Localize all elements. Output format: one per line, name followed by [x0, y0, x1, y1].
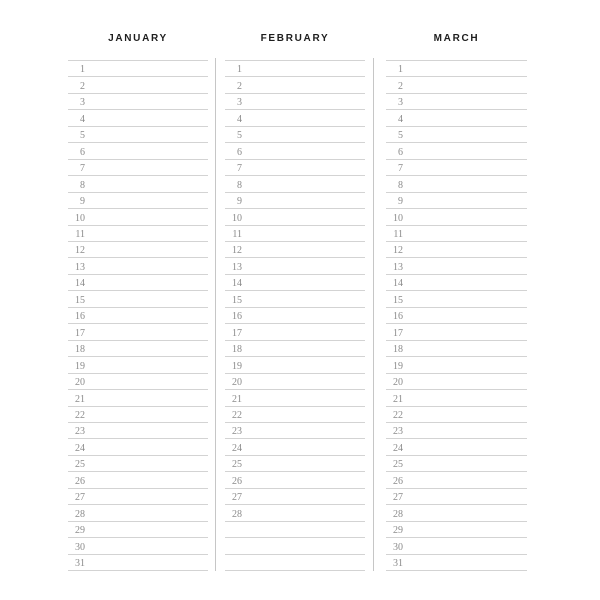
- day-row: [225, 127, 365, 143]
- month-column-march: [386, 0, 527, 600]
- empty-row: [225, 555, 365, 571]
- day-number: 16: [393, 311, 403, 323]
- day-number: 28: [393, 508, 403, 520]
- day-number: 26: [393, 475, 403, 487]
- day-row: [68, 341, 208, 357]
- day-row: [386, 110, 527, 126]
- day-number: 2: [237, 80, 242, 92]
- day-row: [225, 160, 365, 176]
- day-number: 25: [232, 459, 242, 471]
- day-row: [225, 374, 365, 390]
- day-number: 30: [75, 541, 85, 553]
- day-number: 8: [237, 179, 242, 191]
- day-row: [225, 193, 365, 209]
- day-number: 29: [75, 525, 85, 537]
- day-row: [68, 61, 208, 77]
- day-number: 20: [232, 377, 242, 389]
- day-number: 16: [232, 311, 242, 323]
- day-number: 22: [232, 409, 242, 421]
- day-number: 8: [398, 179, 403, 191]
- day-row: [68, 423, 208, 439]
- day-number: 18: [75, 344, 85, 356]
- day-row: [386, 357, 527, 373]
- day-number: 15: [232, 294, 242, 306]
- day-number: 31: [75, 558, 85, 570]
- day-row: [386, 143, 527, 159]
- day-row: [68, 209, 208, 225]
- day-row: [386, 258, 527, 274]
- day-number: 3: [398, 97, 403, 109]
- day-number: 11: [393, 228, 403, 240]
- day-number: 19: [393, 360, 403, 372]
- day-row: [386, 374, 527, 390]
- day-number: 9: [398, 196, 403, 208]
- day-row: [225, 143, 365, 159]
- day-row: [68, 127, 208, 143]
- day-row: [386, 127, 527, 143]
- day-number: 4: [237, 113, 242, 125]
- day-number: 12: [232, 245, 242, 257]
- day-number: 20: [75, 377, 85, 389]
- day-number: 18: [393, 344, 403, 356]
- day-number: 26: [232, 475, 242, 487]
- day-row: [68, 258, 208, 274]
- day-number: 24: [75, 442, 85, 454]
- day-number: 5: [80, 130, 85, 142]
- day-number: 13: [393, 261, 403, 273]
- day-row: [386, 341, 527, 357]
- day-number: 17: [232, 327, 242, 339]
- day-row: [225, 407, 365, 423]
- column-divider: [215, 58, 216, 571]
- day-row: [386, 324, 527, 340]
- day-row: [386, 291, 527, 307]
- day-number: 22: [393, 409, 403, 421]
- day-number: 27: [232, 492, 242, 504]
- day-row: [386, 308, 527, 324]
- day-row: [68, 522, 208, 538]
- day-number: 12: [393, 245, 403, 257]
- month-title: FEBRUARY: [260, 33, 330, 44]
- day-number: 24: [232, 442, 242, 454]
- day-row: [386, 489, 527, 505]
- day-number: 22: [75, 409, 85, 421]
- day-row: [225, 77, 365, 93]
- day-row: [386, 176, 527, 192]
- day-row: [225, 226, 365, 242]
- day-row: [68, 407, 208, 423]
- day-row: [225, 439, 365, 455]
- day-row: [225, 209, 365, 225]
- day-number: 10: [393, 212, 403, 224]
- day-number: 7: [398, 163, 403, 175]
- day-number: 19: [232, 360, 242, 372]
- day-number: 23: [393, 426, 403, 438]
- day-number: 12: [75, 245, 85, 257]
- day-number: 21: [393, 393, 403, 405]
- day-row: [386, 522, 527, 538]
- day-row: [386, 423, 527, 439]
- day-row: [386, 226, 527, 242]
- empty-row: [225, 522, 365, 538]
- day-row: [68, 489, 208, 505]
- day-number: 2: [398, 80, 403, 92]
- month-title: MARCH: [433, 33, 480, 44]
- day-number: 14: [75, 278, 85, 290]
- day-row: [225, 423, 365, 439]
- day-number: 23: [75, 426, 85, 438]
- day-row: [386, 193, 527, 209]
- day-row: [225, 94, 365, 110]
- day-row: [225, 390, 365, 406]
- day-number: 6: [237, 146, 242, 158]
- date-rows: [386, 60, 527, 571]
- day-row: [386, 275, 527, 291]
- day-row: [386, 407, 527, 423]
- day-number: 25: [75, 459, 85, 471]
- column-divider: [373, 58, 374, 571]
- day-row: [68, 357, 208, 373]
- day-number: 26: [75, 475, 85, 487]
- day-number: 4: [398, 113, 403, 125]
- day-row: [68, 110, 208, 126]
- day-number: 23: [232, 426, 242, 438]
- day-number: 29: [393, 525, 403, 537]
- day-number: 1: [80, 64, 85, 76]
- date-rows: [225, 60, 365, 571]
- date-rows: [68, 60, 208, 571]
- day-number: 10: [75, 212, 85, 224]
- day-row: [386, 439, 527, 455]
- day-row: [225, 258, 365, 274]
- day-number: 9: [80, 196, 85, 208]
- day-number: 13: [232, 261, 242, 273]
- day-number: 11: [75, 228, 85, 240]
- day-number: 31: [393, 558, 403, 570]
- day-number: 3: [237, 97, 242, 109]
- day-number: 17: [393, 327, 403, 339]
- month-title: JANUARY: [108, 33, 168, 44]
- day-row: [68, 143, 208, 159]
- day-number: 25: [393, 459, 403, 471]
- month-column-january: [68, 0, 208, 600]
- day-row: [68, 242, 208, 258]
- day-row: [68, 193, 208, 209]
- day-row: [68, 291, 208, 307]
- day-row: [225, 275, 365, 291]
- day-row: [225, 324, 365, 340]
- day-row: [68, 538, 208, 554]
- day-number: 15: [75, 294, 85, 306]
- day-number: 7: [237, 163, 242, 175]
- day-number: 14: [393, 278, 403, 290]
- day-row: [386, 390, 527, 406]
- day-row: [225, 110, 365, 126]
- day-number: 3: [80, 97, 85, 109]
- day-row: [386, 94, 527, 110]
- day-row: [68, 160, 208, 176]
- day-number: 11: [232, 228, 242, 240]
- day-number: 1: [398, 64, 403, 76]
- day-number: 10: [232, 212, 242, 224]
- day-number: 9: [237, 196, 242, 208]
- day-row: [386, 538, 527, 554]
- day-row: [68, 555, 208, 571]
- day-row: [225, 489, 365, 505]
- day-number: 28: [232, 508, 242, 520]
- day-row: [225, 341, 365, 357]
- day-number: 27: [393, 492, 403, 504]
- day-number: 21: [75, 393, 85, 405]
- day-number: 27: [75, 492, 85, 504]
- day-number: 16: [75, 311, 85, 323]
- day-number: 4: [80, 113, 85, 125]
- day-number: 18: [232, 344, 242, 356]
- day-row: [68, 439, 208, 455]
- day-number: 24: [393, 442, 403, 454]
- day-row: [386, 472, 527, 488]
- day-row: [68, 275, 208, 291]
- day-row: [68, 505, 208, 521]
- day-row: [386, 505, 527, 521]
- day-row: [68, 472, 208, 488]
- empty-row: [225, 538, 365, 554]
- day-number: 19: [75, 360, 85, 372]
- day-row: [68, 374, 208, 390]
- day-number: 1: [237, 64, 242, 76]
- day-number: 5: [237, 130, 242, 142]
- day-row: [68, 308, 208, 324]
- day-row: [386, 61, 527, 77]
- day-row: [386, 555, 527, 571]
- day-row: [225, 357, 365, 373]
- day-row: [386, 456, 527, 472]
- day-row: [225, 176, 365, 192]
- day-number: 6: [80, 146, 85, 158]
- day-row: [68, 456, 208, 472]
- day-number: 30: [393, 541, 403, 553]
- day-number: 7: [80, 163, 85, 175]
- day-row: [225, 291, 365, 307]
- day-row: [386, 77, 527, 93]
- day-number: 20: [393, 377, 403, 389]
- day-row: [386, 160, 527, 176]
- day-row: [68, 226, 208, 242]
- day-number: 6: [398, 146, 403, 158]
- day-row: [68, 390, 208, 406]
- day-row: [225, 242, 365, 258]
- day-number: 17: [75, 327, 85, 339]
- day-number: 8: [80, 179, 85, 191]
- day-row: [68, 176, 208, 192]
- day-row: [68, 77, 208, 93]
- day-row: [68, 94, 208, 110]
- day-row: [386, 209, 527, 225]
- day-number: 14: [232, 278, 242, 290]
- day-number: 15: [393, 294, 403, 306]
- day-row: [68, 324, 208, 340]
- day-row: [225, 308, 365, 324]
- day-number: 28: [75, 508, 85, 520]
- day-row: [225, 456, 365, 472]
- day-number: 13: [75, 261, 85, 273]
- day-number: 21: [232, 393, 242, 405]
- day-row: [386, 242, 527, 258]
- day-number: 5: [398, 130, 403, 142]
- day-row: [225, 472, 365, 488]
- month-column-february: [225, 0, 365, 600]
- day-row: [225, 61, 365, 77]
- day-number: 2: [80, 80, 85, 92]
- day-row: [225, 505, 365, 521]
